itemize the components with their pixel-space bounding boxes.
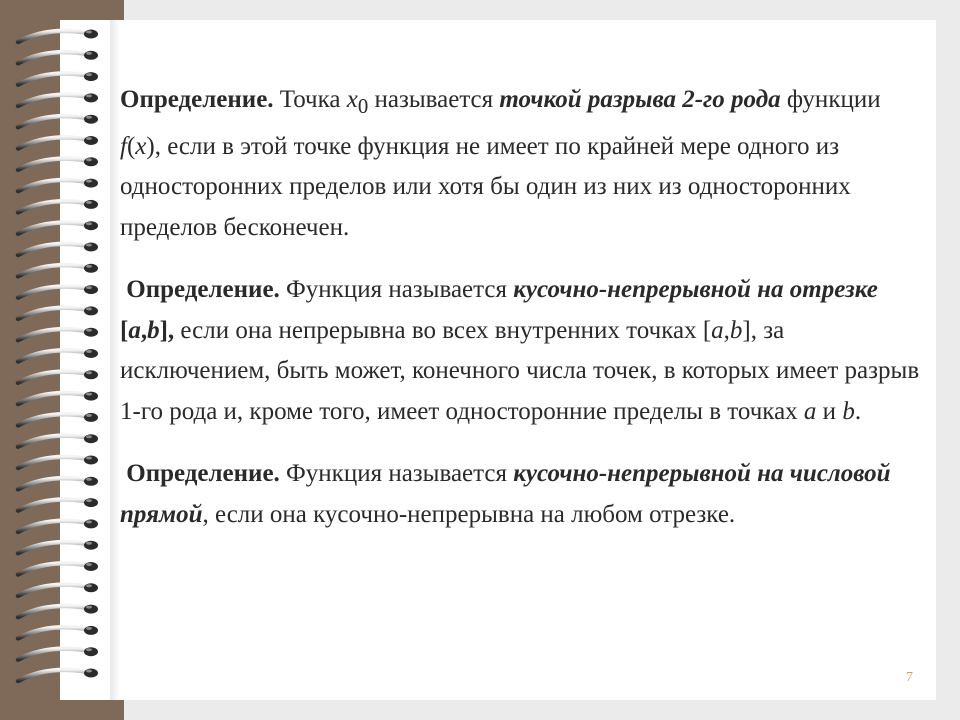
spiral-ring (18, 370, 98, 383)
spiral-binding-icon (0, 0, 124, 720)
spiral-ring (18, 477, 98, 490)
spiral-ring (18, 30, 98, 43)
definition-discontinuity-2nd-kind: Определение. Точка $x_0$ называется точкой разрыва 2-го рода функции f(x), если в этой точке функция не имеет по крайней мере одного из односторонних пределов или хотя бы один из них из односторонних пределов бесконечен. (120, 86, 881, 241)
definition-term: Определение. (120, 86, 274, 113)
definition-term: Определение. (126, 276, 280, 303)
spiral-ring (18, 519, 98, 532)
subscript-zero: 0 (357, 94, 369, 118)
spiral-ring (18, 328, 98, 341)
spiral-ring (18, 605, 98, 618)
spiral-ring (18, 243, 98, 256)
variable-x: x (346, 86, 358, 113)
term-emphasis: кусочно-непрерывной на отрезке (513, 276, 878, 303)
spiral-ring (18, 72, 98, 85)
term-emphasis: кусочно-непрерывной на числовой прямой (120, 460, 891, 528)
spiral-ring (18, 157, 98, 170)
spiral-ring (18, 285, 98, 298)
spiral-ring (18, 562, 98, 575)
spiral-ring (18, 349, 98, 362)
spiral-ring (18, 434, 98, 447)
slide-content (120, 80, 920, 535)
spiral-ring (18, 392, 98, 405)
spiral-ring (18, 179, 98, 192)
spiral-ring (18, 51, 98, 64)
spiral-ring (18, 136, 98, 149)
spiral-ring (18, 498, 98, 511)
spiral-ring (18, 413, 98, 426)
spiral-ring (18, 200, 98, 213)
spiral-ring (18, 264, 98, 277)
definition-piecewise-on-segment: Определение. Функция называется кусочно-непрерывной на отрезке [a,b], если она непрерывна во всех внутренних точках [a,b], за исключением, быть может, конечного числа точек, в которых имеет разрыв 1-го рода и, кроме того, имеет односторонние пределы в точках a и b. (120, 276, 920, 425)
spiral-ring (18, 456, 98, 469)
spiral-ring (18, 583, 98, 596)
spiral-ring (18, 541, 98, 554)
spiral-ring (18, 669, 98, 682)
spiral-ring (18, 626, 98, 639)
slide-number: 7 (906, 670, 913, 685)
definition-term: Определение. (126, 460, 280, 487)
definition-piecewise-on-line: Определение. Функция называется кусочно-непрерывной на числовой прямой, если она кусочно-непрерывна на любом отрезке. (120, 460, 891, 528)
spiral-ring (18, 221, 98, 234)
spiral-ring (18, 115, 98, 128)
function-f: f (120, 132, 127, 160)
spiral-ring (18, 93, 98, 106)
term-emphasis: точкой разрыва 2-го рода (499, 86, 781, 113)
spiral-ring (18, 306, 98, 319)
spiral-ring (18, 647, 98, 660)
